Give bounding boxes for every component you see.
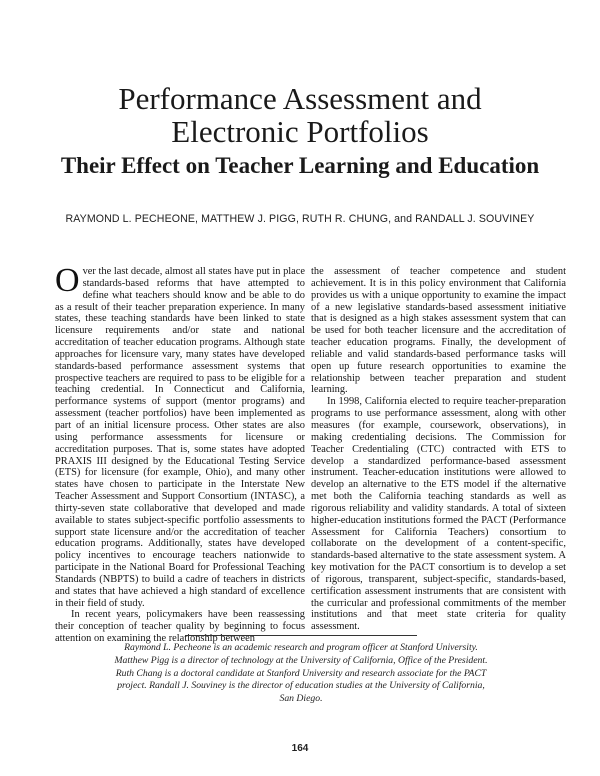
article-subtitle: Their Effect on Teacher Learning and Education <box>60 153 540 178</box>
paragraph-3: the assessment of teacher competence and student achievement. It is in this policy environment that California provides us with a unique opportunity to examine the impact of a new legislative standards-based assessment initiative that is designed as a high stakes assessment system that can be used for both teacher licensure and the accreditation of teacher education programs. Finally, the development of reliable and valid standards-based performance tasks will open up future research opportunities to examine the relationship between teacher preparation and student learning. <box>311 266 566 396</box>
paragraph-1-text: ver the last decade, almost all states have put in place standards-based reforms that have attempted to define what teachers should know and be able to do as a result of their teacher preparation experience. In many states, these teaching standards have been linked to state licensure requirements and/or state and national accreditation of teacher education programs. Although state approaches for licensure vary, many states have developed standards-based performance assessment systems that prospective teachers are required to pass to be eligible for a teaching credential. In Connecticut and California, performance systems of support (mentor programs) and assessment (teacher portfolios) have been implemented as part of an initial licensure process. Other states are also using performance assessments for licensure or accreditation purposes. That is, some states have adopted PRAXIS III designed by the Educational Testing Service (ETS) for licensure (for example, Ohio), and many other states have chosen to participate in the Interstate New Teacher Assessment and Support Consortium (INTASC), a thirty-seven state collaborative that developed and made available to states subject-specific portfolio assessments to support state licensure and/or the accreditation of teacher education programs. Additionally, states have developed policy incentives to encourage teachers nationwide to participate in the National Board for Professional Teaching Standards (NBPTS) to build a cadre of teachers in districts and states that have achieved a high standard of excellence in their field of study. <box>55 266 305 609</box>
left-column <box>55 262 305 645</box>
title-line-1: Performance Assessment and <box>118 81 482 116</box>
footnote-divider <box>185 635 417 636</box>
paragraph-2: In recent years, policymakers have been reassessing their conception of teacher quality by beginning to focus attention on examining the relationship between <box>55 609 305 645</box>
right-column <box>311 266 566 633</box>
title-line-2: Electronic Portfolios <box>171 114 429 149</box>
page-number: 164 <box>291 743 309 754</box>
paragraph-1 <box>55 262 305 609</box>
paragraph-4: In 1998, California elected to require teacher-preparation programs to use performance assessment, along with other measures (for example, coursework, observations), in making credentialing decisions. The Commission for Teacher Credentialing (CTC) contracted with ETS to develop a standardized performance-based assessment instrument. Teacher-education institutions were allowed to develop an alternative to the ETS model if the alternative met both the California teaching standards as well as rigorous reliability and validity standards. A total of sixteen higher-education institutions formed the PACT (Performance Assessment for California Teachers) consortium to collaborate on the development of a content-specific, standards-based alternative to the state assessment system. A key motivation for the PACT consortium is to develop a set of rigorous, transparent, subject-specific, standards-based, certification assessment instruments that are consistent with the curricular and professional commitments of the member institutions and that meet state criteria for quality assessment. <box>311 396 566 633</box>
drop-cap: O <box>55 262 80 299</box>
article-title <box>0 82 600 148</box>
author-footnote: Raymond L. Pecheone is an academic research and program officer at Stanford University. Matthew Pigg is a director of technology at the University of California, Office of the President. Ruth Chang is a doctoral candidate at Stanford University and research associate for the PACT project. Randall J. Souviney is the director of education studies at the University of California, San Diego. <box>114 642 488 705</box>
author-list: RAYMOND L. PECHEONE, MATTHEW J. PIGG, RUTH R. CHUNG, and RANDALL J. SOUVINEY <box>65 213 535 225</box>
